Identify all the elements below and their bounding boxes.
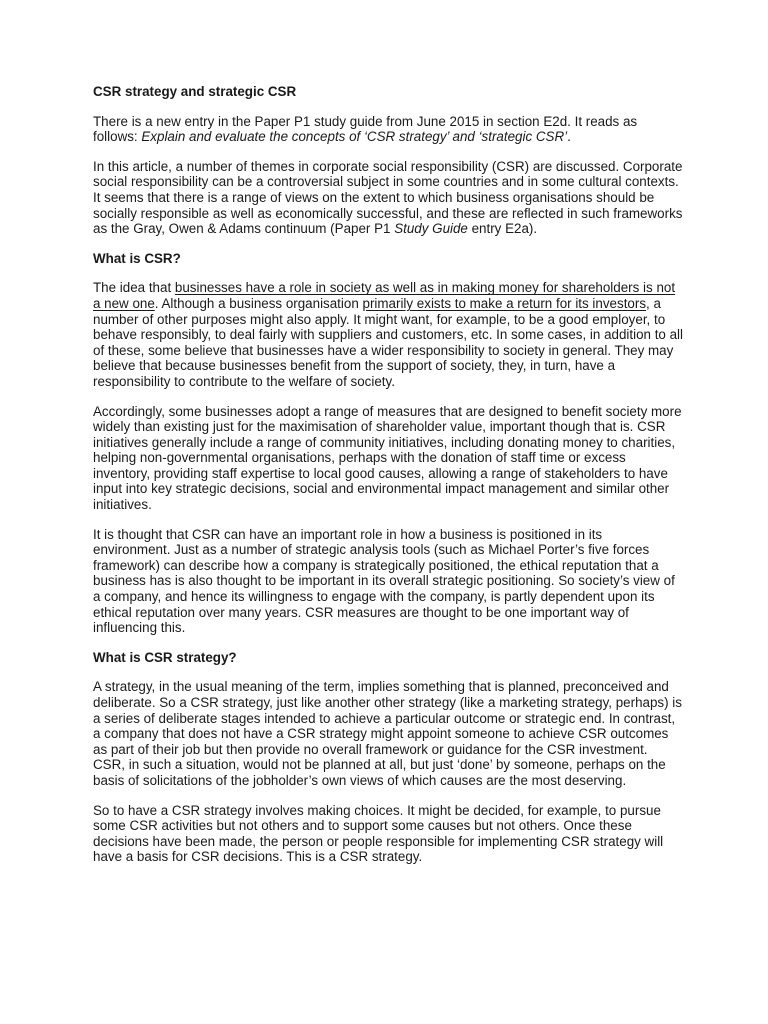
document-body [93, 84, 683, 879]
article-italic: Study Guide [394, 221, 468, 237]
csr-paragraph-2: Accordingly, some businesses adopt a range of measures that are designed to benefit society more widely than existing just for the maximisation of shareholder value, important though that is. CSR initiatives generally include a range of community initiatives, including donating money to charities, helping non-governmental organisations, perhaps with the donation of staff time or excess inventory, providing staff expertise to local good causes, allowing a range of stakeholders to have input into key strategic decisions, social and environmental impact management and similar other initiatives. [93, 403, 682, 513]
csr-p1-underline-2: primarily exists to make a return for its investors [362, 295, 647, 311]
csr-strategy-paragraph-1: A strategy, in the usual meaning of the term, implies something that is planned, preconceived and deliberate. So a CSR strategy, just like another other strategy (like a marketing strategy, perhaps) is a series of deliberate stages intended to achieve a particular outcome or strategic end. In contrast, a company that does not have a CSR strategy might appoint someone to achieve CSR outcomes as part of their job but then provide no overall framework or guidance for the CSR investment. CSR, in such a situation, would not be planned at all, but just ‘done’ by someone, perhaps on the basis of solicitations of the jobholder’s own views of which causes are the most deserving. [93, 679, 682, 788]
intro-text: There is a new entry in the Paper P1 study guide from June 2015 in section E2d. It reads as follows: [93, 113, 638, 145]
article-text: In this article, a number of themes in corporate social responsibility (CSR) are discussed. Corporate social responsibility can be a controversial subject in some countries and in some cultural contexts. It seems that there is a range of views on the extent to which business organisations should be socially responsible as well as economically successful, and these are reflected in such frameworks as the Gray, Owen & Adams continuum (Paper P1 [93, 158, 683, 237]
csr-p1-underline-1: businesses have a role in society as well as in making money for shareholders is not a new one [93, 280, 676, 311]
intro-end: . [567, 129, 571, 145]
section-heading-what-is-csr: What is CSR? [93, 250, 181, 266]
intro-quote: Explain and evaluate the concepts of ‘CSR strategy’ and ‘strategic CSR’ [141, 129, 568, 145]
csr-paragraph-3: It is thought that CSR can have an important role in how a business is positioned in its environment. Just as a number of strategic analysis tools (such as Michael Porter’s five forces framework) can describe how a company is strategically positioned, the ethical reputation that a business has is also thought to be important in its overall strategic positioning. So society’s view of a company, and hence its willingness to engage with the company, is partly dependent upon its ethical reputation over many years. CSR measures are thought to be one important way of influencing this. [93, 526, 675, 636]
csr-paragraph-1 [93, 280, 683, 389]
csr-p1-part-a: The idea that [93, 280, 175, 296]
document-title: CSR strategy and strategic CSR [93, 84, 297, 99]
section-heading-what-is-csr-strategy: What is CSR strategy? [93, 649, 237, 665]
intro-paragraph [93, 114, 683, 145]
article-paragraph [93, 159, 683, 237]
csr-strategy-paragraph-2: So to have a CSR strategy involves making choices. It might be decided, for example, to pursue some CSR activities but not others and to support some causes but not others. Once these decisions have been made, the person or people responsible for implementing CSR strategy will have a basis for CSR decisions. This is a CSR strategy. [93, 802, 664, 865]
csr-p1-part-b: . Although a business organisation [154, 295, 363, 311]
article-end: entry E2a). [467, 221, 538, 237]
csr-p1-part-c: , a number of other purposes might also apply. It might want, for example, to be a good employer, to behave responsibly, to deal fairly with suppliers and customers, etc. In some cases, in addition to all of these, some believe that businesses have a wider responsibility to society in general. They may believe that because businesses benefit from the support of society, they, in turn, have a responsibility to contribute to the welfare of society. [93, 295, 683, 389]
